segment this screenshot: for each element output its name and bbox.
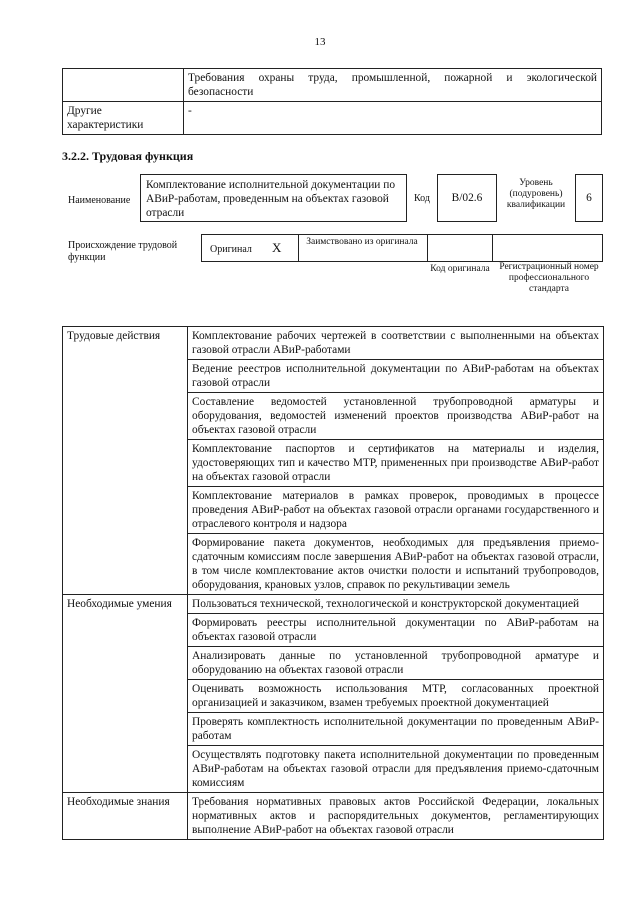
section-title: 3.2.2. Трудовая функция: [62, 149, 194, 163]
code-value: В/02.6: [437, 174, 497, 222]
row-value: Требования охраны труда, промышленной, пожарной и экологической безопасности: [184, 69, 602, 102]
top-characteristics-table: [62, 68, 602, 135]
row-value: -: [184, 102, 602, 135]
section-label: Необходимые умения: [63, 595, 188, 793]
list-item: Составление ведомостей установленной трубопроводной арматуры и оборудования, ведомостей изменений проектов производства АВиР-работ на объектах газовой отрасли: [188, 393, 604, 440]
table-row: [63, 793, 604, 840]
table-row: [63, 595, 604, 614]
table-row: [63, 102, 602, 135]
code-label: Код: [414, 193, 430, 204]
code-original-caption: Код оригинала: [430, 264, 490, 274]
list-item: Осуществлять подготовку пакета исполнительной документации по проведенным АВиР-работам на объектах газовой отрасли для предъявления приемо-сдаточным комиссиям: [188, 746, 604, 793]
list-item: Комплектование паспортов и сертификатов на материалы и изделия, удостоверяющих тип и качество МТР, примененных при производстве АВиР-работ на объектах газовой отрасли: [188, 440, 604, 487]
table-row: [63, 69, 602, 102]
divider: [492, 235, 493, 261]
list-item: Формирование пакета документов, необходимых для предъявления приемо-сдаточным комиссиям после завершения АВиР-работ на объектах газовой отрасли, в том числе комплектование актов очистки полости и испытаний трубопроводов, оборудования, крановых узлов, справок по рекультивации земель: [188, 534, 604, 595]
table-row: [63, 327, 604, 360]
list-item: Ведение реестров исполнительной документации по АВиР-работам на объектах газовой отрасли: [188, 360, 604, 393]
section-label: Трудовые действия: [63, 327, 188, 595]
original-label: Оригинал: [210, 244, 252, 255]
list-item: Оценивать возможность использования МТР, согласованных проектной организацией и заказчиком, взамен требуемых проектной документацией: [188, 680, 604, 713]
list-item: Требования нормативных правовых актов Российской Федерации, локальных нормативных актов и распорядительных документов, регламентирующих выполнение АВиР-работ на объектах газовой отрасли: [188, 793, 604, 840]
level-value: 6: [575, 174, 603, 222]
function-name-box: Комплектование исполнительной документации по АВиР-работам, проведенным на объектах газовой отрасли: [140, 174, 407, 222]
page-number: 13: [314, 36, 326, 48]
divider: [427, 235, 428, 261]
divider: [298, 235, 299, 261]
origin-label: Происхождение трудовой функции: [68, 240, 178, 263]
function-details-table: [62, 326, 604, 840]
origin-box: [201, 234, 603, 262]
original-mark: Х: [272, 240, 282, 255]
reg-number-caption: Регистрационный номер профессионального стандарта: [499, 262, 599, 294]
list-item: Проверять комплектность исполнительной документации по проведенным АВиР-работам: [188, 713, 604, 746]
row-label: [63, 69, 184, 102]
list-item: Пользоваться технической, технологической и конструкторской документацией: [188, 595, 604, 614]
level-label: Уровень (подуровень) квалификации: [506, 178, 566, 210]
row-label: Другие характеристики: [63, 102, 184, 135]
list-item: Анализировать данные по установленной трубопроводной арматуре и оборудованию на объектах газовой отрасли: [188, 647, 604, 680]
borrowed-label: Заимствовано из оригинала: [306, 237, 418, 247]
list-item: Комплектование материалов в рамках проверок, проводимых в процессе проведения АВиР-работ на объектах газовой отрасли органами государственного и отраслевого контроля и надзора: [188, 487, 604, 534]
section-label: Необходимые знания: [63, 793, 188, 840]
list-item: Комплектование рабочих чертежей в соответствии с выполненными на объектах газовой отрасли АВиР-работами: [188, 327, 604, 360]
list-item: Формировать реестры исполнительной документации по АВиР-работам на объектах газовой отрасли: [188, 614, 604, 647]
name-label: Наименование: [68, 195, 131, 206]
